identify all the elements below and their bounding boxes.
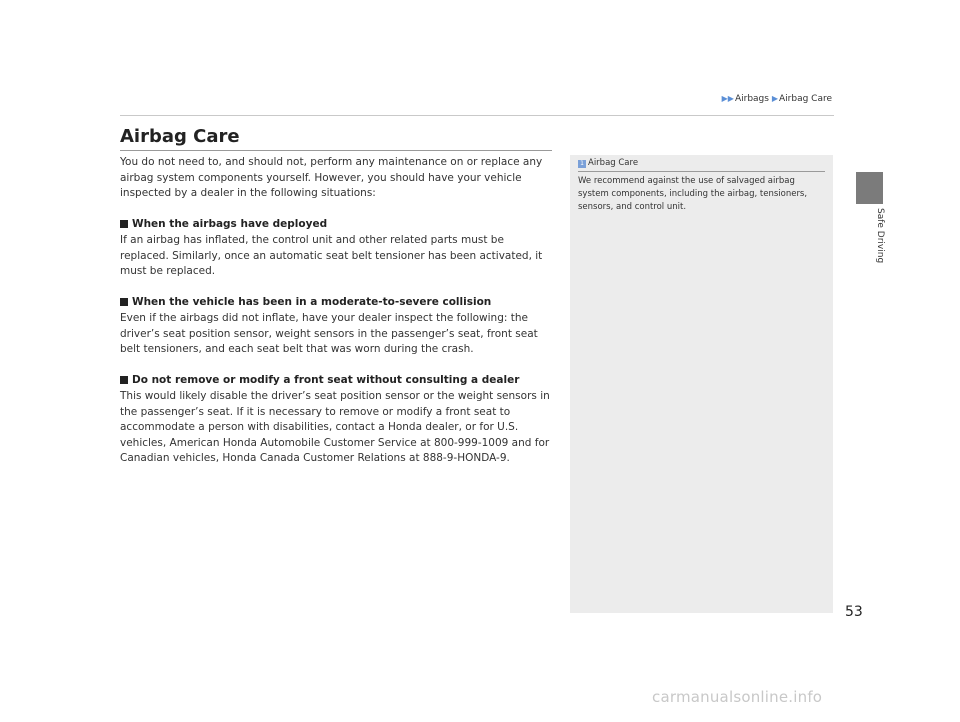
square-bullet-icon <box>120 376 128 384</box>
breadcrumb-link-airbags[interactable]: Airbags <box>734 94 769 104</box>
section-heading <box>120 373 556 389</box>
title-rule <box>120 150 552 151</box>
intro-paragraph: You do not need to, and should not, perform any maintenance on or replace any airbag system components yourself. However, you should have your vehicle inspected by a dealer in the following situations: <box>120 156 543 200</box>
header-rule <box>120 115 834 116</box>
sidenote-title-text: Airbag Care <box>588 158 639 168</box>
sidenote-text: We recommend against the use of salvaged airbag system components, including the airbag, tensioners, sensors, and control unit. <box>578 176 808 213</box>
chapter-tab <box>856 172 883 204</box>
section-heading-text: When the vehicle has been in a moderate-to-severe collision <box>132 296 492 309</box>
section-heading-text: When the airbags have deployed <box>132 218 328 231</box>
triangle-right-icon: ▶ <box>771 94 778 103</box>
section-heading <box>120 217 556 233</box>
triangle-right-icon: ▶▶ <box>721 94 734 103</box>
section-paragraph: Even if the airbags did not inflate, have your dealer inspect the following: the driver’s seat position sensor, weight sensors in the passenger’s seat, front seat belt tensioners, and each seat belt that was worn during the crash. <box>120 311 538 356</box>
breadcrumb <box>722 94 832 104</box>
main-content <box>120 155 556 482</box>
section-heading <box>120 295 556 311</box>
page-title: Airbag Care <box>120 126 240 147</box>
page-number: 53 <box>845 604 863 620</box>
reference-marker-icon: 1 <box>578 160 586 168</box>
breadcrumb-current: Airbag Care <box>779 94 832 104</box>
square-bullet-icon <box>120 220 128 228</box>
sidenote-title <box>578 158 825 172</box>
square-bullet-icon <box>120 298 128 306</box>
sidenote-box <box>570 155 833 613</box>
watermark: carmanualsonline.info <box>652 688 823 706</box>
section-heading-text: Do not remove or modify a front seat without consulting a dealer <box>132 374 520 387</box>
section-paragraph: This would likely disable the driver’s seat position sensor or the weight sensors in the passenger’s seat. If it is necessary to remove or modify a front seat to accommodate a person with disabilities, contact a Honda dealer, or for U.S. vehicles, American Honda Automobile Customer Service at 800-999-1009 and for Canadian vehicles, Honda Canada Customer Relations at 888-9-HONDA-9. <box>120 389 550 465</box>
chapter-label: Safe Driving <box>875 208 885 264</box>
section-paragraph: If an airbag has inflated, the control unit and other related parts must be replaced. Similarly, once an automatic seat belt tensioner has been activated, it must be replaced. <box>120 233 543 278</box>
